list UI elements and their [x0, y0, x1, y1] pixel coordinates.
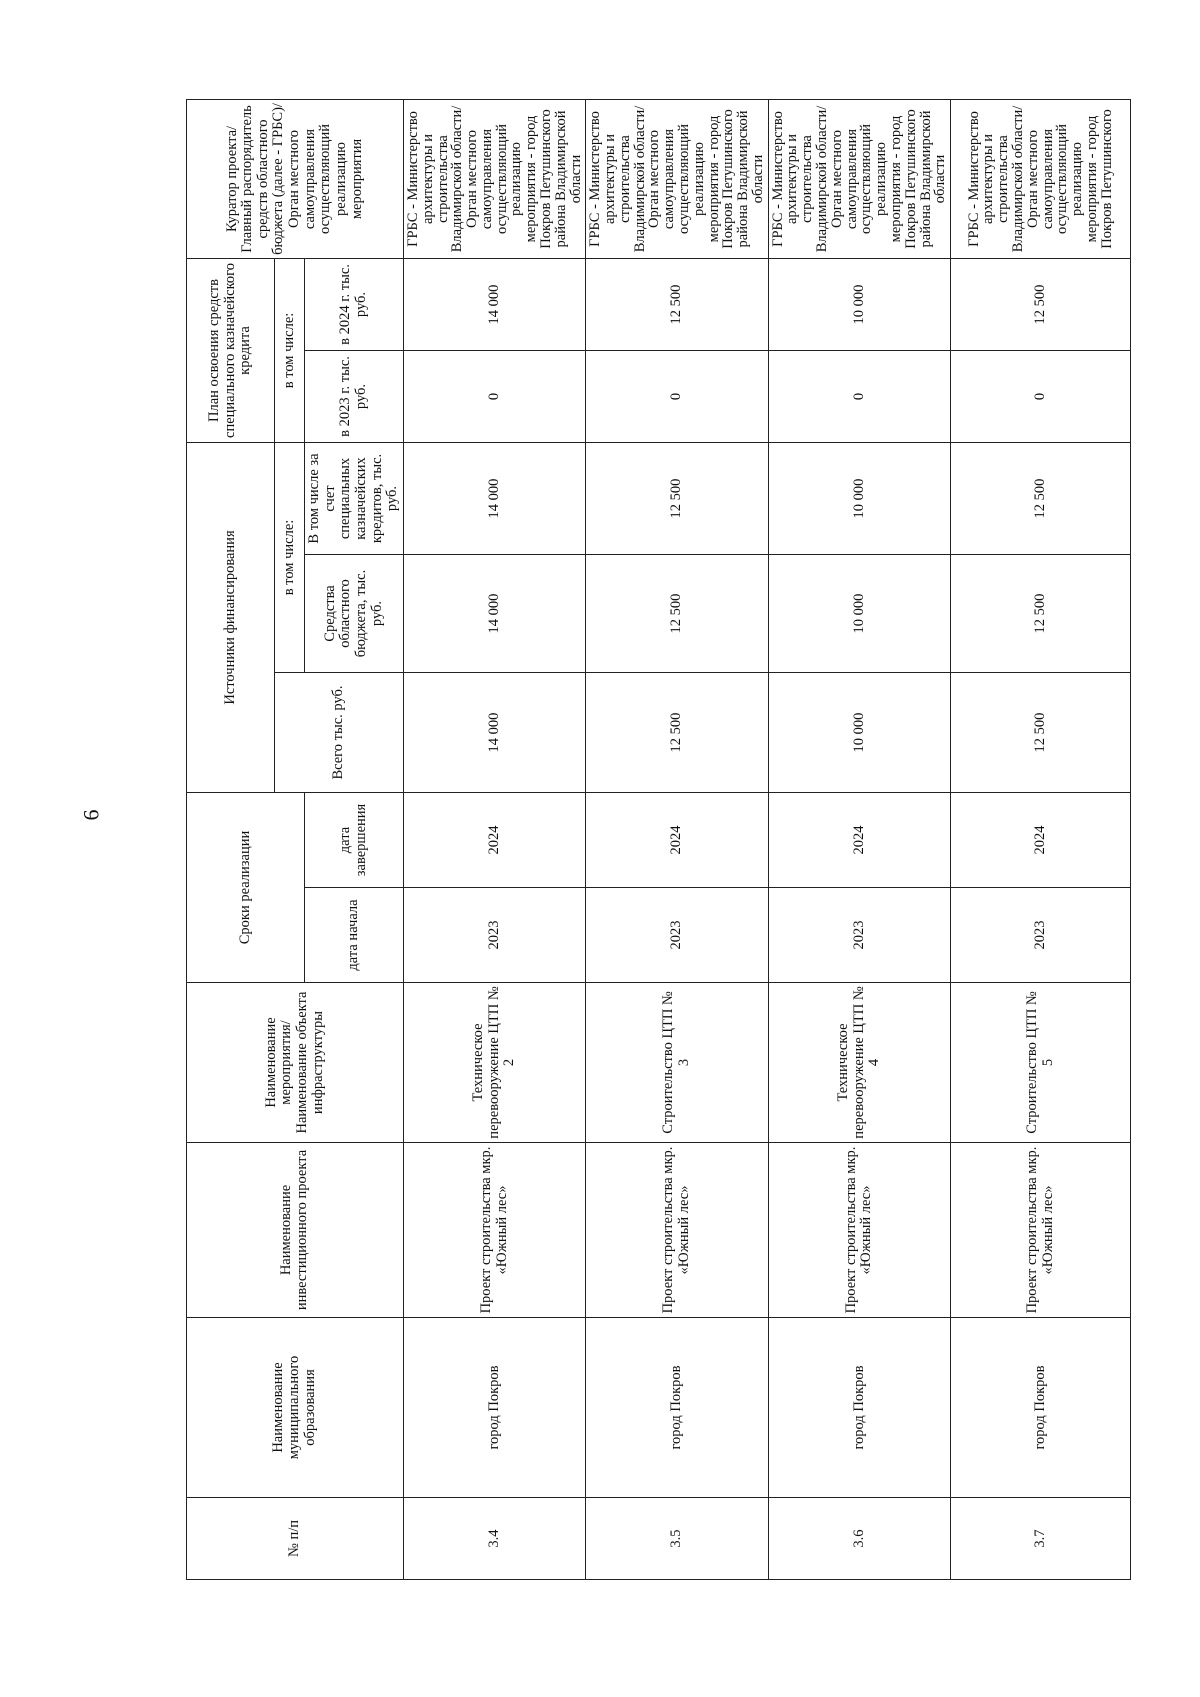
row-project: Проект строительства мкр. «Южный лес»: [951, 1143, 1131, 1318]
row-end: 2024: [951, 793, 1131, 888]
table-row: [586, 99, 768, 1579]
row-total: 10 000: [768, 673, 950, 793]
row-treasury: 12 500: [586, 443, 768, 555]
table-row: [951, 99, 1131, 1579]
row-curator: ГРБС - Министерство архитектуры и строительства Владимирской области/ Орган местного самоуправления осуществляющий реализацию мероприятия - город Покров Петушинского района Владимирской области: [768, 99, 950, 258]
table-row: [403, 99, 585, 1579]
row-treasury: 12 500: [951, 443, 1131, 555]
row-project: Проект строительства мкр. «Южный лес»: [768, 1143, 950, 1318]
header-financing: Источники финансирования: [187, 443, 275, 793]
row-total: 12 500: [586, 673, 768, 793]
row-total: 14 000: [403, 673, 585, 793]
row-num: 3.4: [403, 1498, 585, 1580]
row-end: 2024: [586, 793, 768, 888]
row-project: Проект строительства мкр. «Южный лес»: [403, 1143, 585, 1318]
header-event: Наименование мероприятия/ Наименование объекта инфраструктуры: [187, 983, 404, 1143]
row-regional: 14 000: [403, 555, 585, 673]
row-municipality: город Покров: [586, 1318, 768, 1498]
financing-table: [186, 99, 1131, 1580]
row-2023: 0: [951, 351, 1131, 443]
header-plan: План освоения средств специального казначейского кредита: [187, 258, 275, 442]
header-including-plan: в том числе:: [275, 258, 305, 442]
header-terms: Сроки реализации: [187, 793, 305, 983]
header-treasury: В том числе за счет специальных казначейских кредитов, тыс. руб.: [305, 443, 404, 555]
header-including: в том числе:: [275, 443, 305, 673]
header-2024: в 2024 г. тыс. руб.: [305, 258, 404, 350]
header-regional: Средства областного бюджета, тыс. руб.: [305, 555, 404, 673]
table-row: [768, 99, 950, 1579]
row-regional: 12 500: [586, 555, 768, 673]
row-total: 12 500: [951, 673, 1131, 793]
row-treasury: 10 000: [768, 443, 950, 555]
row-2023: 0: [586, 351, 768, 443]
row-start: 2023: [586, 888, 768, 983]
row-event: Строительство ЦТП № 3: [586, 983, 768, 1143]
row-2024: 10 000: [768, 258, 950, 350]
row-2024: 12 500: [951, 258, 1131, 350]
row-num: 3.7: [951, 1498, 1131, 1580]
row-municipality: город Покров: [768, 1318, 950, 1498]
page-number: 6: [78, 809, 104, 821]
header-curator: Куратор проекта/ Главный распорядитель средств областного бюджета (далее - ГРБС)/ Орган местного самоуправления осуществляющий реализацию мероприятия: [187, 99, 404, 258]
row-2023: 0: [768, 351, 950, 443]
table-area: [186, 100, 1121, 1580]
row-regional: 10 000: [768, 555, 950, 673]
header-project: Наименование инвестиционного проекта: [187, 1143, 404, 1318]
row-2023: 0: [403, 351, 585, 443]
row-municipality: город Покров: [403, 1318, 585, 1498]
header-end: дата завершения: [305, 793, 404, 888]
header-municipality: Наименование муниципального образования: [187, 1318, 404, 1498]
row-event: Техническое перевооружение ЦТП № 4: [768, 983, 950, 1143]
row-curator: ГРБС - Министерство архитектуры и строительства Владимирской области/ Орган местного самоуправления осуществляющий реализацию мероприятия - город Покров Петушинского района Владимирской области: [586, 99, 768, 258]
row-event: Техническое перевооружение ЦТП № 2: [403, 983, 585, 1143]
row-regional: 12 500: [951, 555, 1131, 673]
row-municipality: город Покров: [951, 1318, 1131, 1498]
row-event: Строительство ЦТП № 5: [951, 983, 1131, 1143]
row-project: Проект строительства мкр. «Южный лес»: [586, 1143, 768, 1318]
header-total: Всего тыс. руб.: [275, 673, 404, 793]
row-start: 2023: [403, 888, 585, 983]
header-start: дата начала: [305, 888, 404, 983]
rotated-table-container: [186, 100, 1121, 1580]
row-curator: ГРБС - Министерство архитектуры и строительства Владимирской области/ Орган местного самоуправления осуществляющий реализацию мероприятия - город Покров Петушинского: [951, 99, 1131, 258]
row-num: 3.6: [768, 1498, 950, 1580]
row-num: 3.5: [586, 1498, 768, 1580]
row-start: 2023: [768, 888, 950, 983]
header-2023: в 2023 г. тыс. руб.: [305, 351, 404, 443]
header-num: № п/п: [187, 1498, 404, 1580]
row-2024: 14 000: [403, 258, 585, 350]
row-treasury: 14 000: [403, 443, 585, 555]
row-end: 2024: [768, 793, 950, 888]
row-start: 2023: [951, 888, 1131, 983]
row-curator: ГРБС - Министерство архитектуры и строительства Владимирской области/ Орган местного самоуправления осуществляющий реализацию мероприятия - город Покров Петушинского района Владимирской области: [403, 99, 585, 258]
row-end: 2024: [403, 793, 585, 888]
row-2024: 12 500: [586, 258, 768, 350]
